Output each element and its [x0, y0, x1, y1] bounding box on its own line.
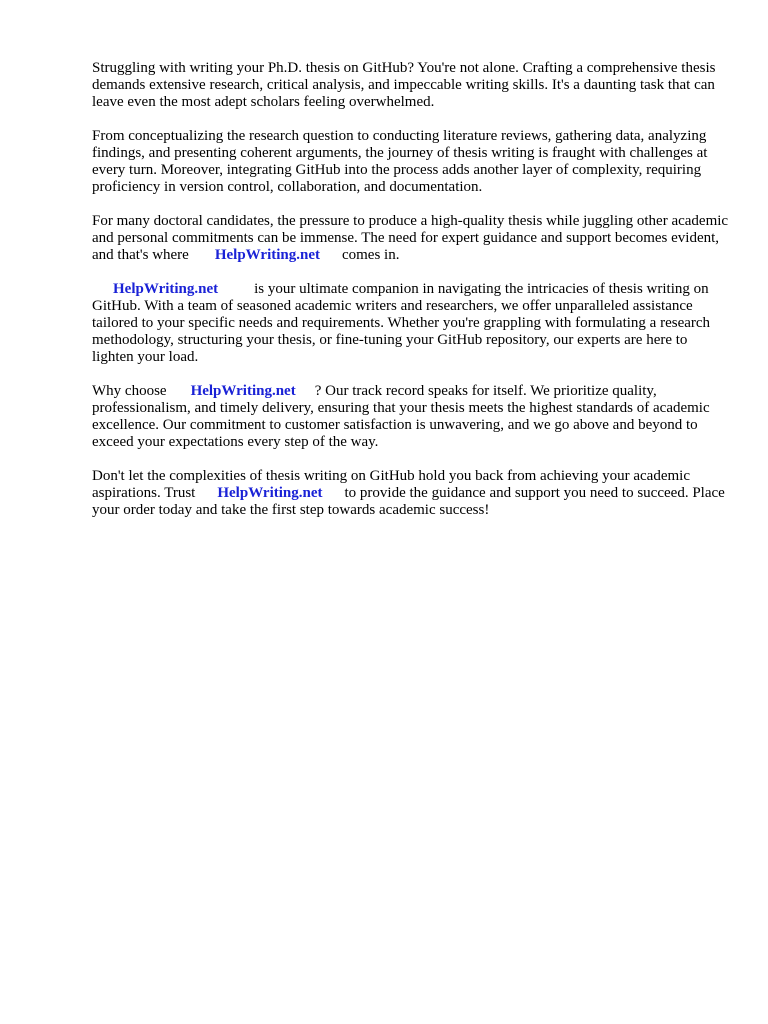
paragraph-companion-text: is your ultimate companion in navigating the intricacies of thesis writing on GitHub. With a team of seasoned academic writers and researchers, we offer unparalleled assistance tailored to your specific needs and requirements. Whether you're grappling with formulating a research methodology, structuring your thesis, or fine-tuning your GitHub repository, our experts are here to lighten your load. [92, 281, 711, 365]
paragraph-why-choose [92, 383, 732, 451]
paragraph-pressure [92, 213, 732, 264]
paragraph-pressure-tail: comes in. [341, 247, 400, 263]
paragraph-companion [92, 281, 732, 366]
helpwriting-link-3[interactable]: HelpWriting.net [190, 383, 296, 399]
helpwriting-link-1[interactable]: HelpWriting.net [214, 247, 320, 263]
paragraph-closing-text: to provide the guidance and support you need to succeed. Place your order today and take the first step towards academic success! [92, 485, 725, 518]
paragraph-closing [92, 468, 732, 519]
paragraph-why-choose-text: ? Our track record speaks for itself. We prioritize quality, professionalism, and timely delivery, ensuring that your thesis meets the highest standards of academic excellence. Our commitment to customer satisfaction is unwavering, and we go above and beyond to exceed your expectations every step of the way. [92, 383, 710, 450]
paragraph-challenges: From conceptualizing the research question to conducting literature reviews, gathering data, analyzing findings, and presenting coherent arguments, the journey of thesis writing is fraught with challenges at every turn. Moreover, integrating GitHub into the process adds another layer of complexity, requiring proficiency in version control, collaboration, and documentation. [92, 128, 708, 195]
paragraph-closing-lead: Don't let the complexities of thesis writing on GitHub hold you back from achieving your academic aspirations. Trust [92, 468, 690, 501]
helpwriting-link-4[interactable]: HelpWriting.net [217, 485, 323, 501]
paragraph-pressure-text: For many doctoral candidates, the pressure to produce a high-quality thesis while juggling other academic and personal commitments can be immense. The need for expert guidance and support becomes evident, and that's where [92, 213, 729, 263]
document-body [92, 60, 732, 536]
paragraph-why-choose-lead: Why choose [92, 383, 167, 399]
helpwriting-link-2[interactable]: HelpWriting.net [113, 281, 219, 297]
paragraph-intro: Struggling with writing your Ph.D. thesis on GitHub? You're not alone. Crafting a comprehensive thesis demands extensive research, critical analysis, and impeccable writing skills. It's a daunting task that can leave even the most adept scholars feeling overwhelmed. [92, 60, 716, 110]
